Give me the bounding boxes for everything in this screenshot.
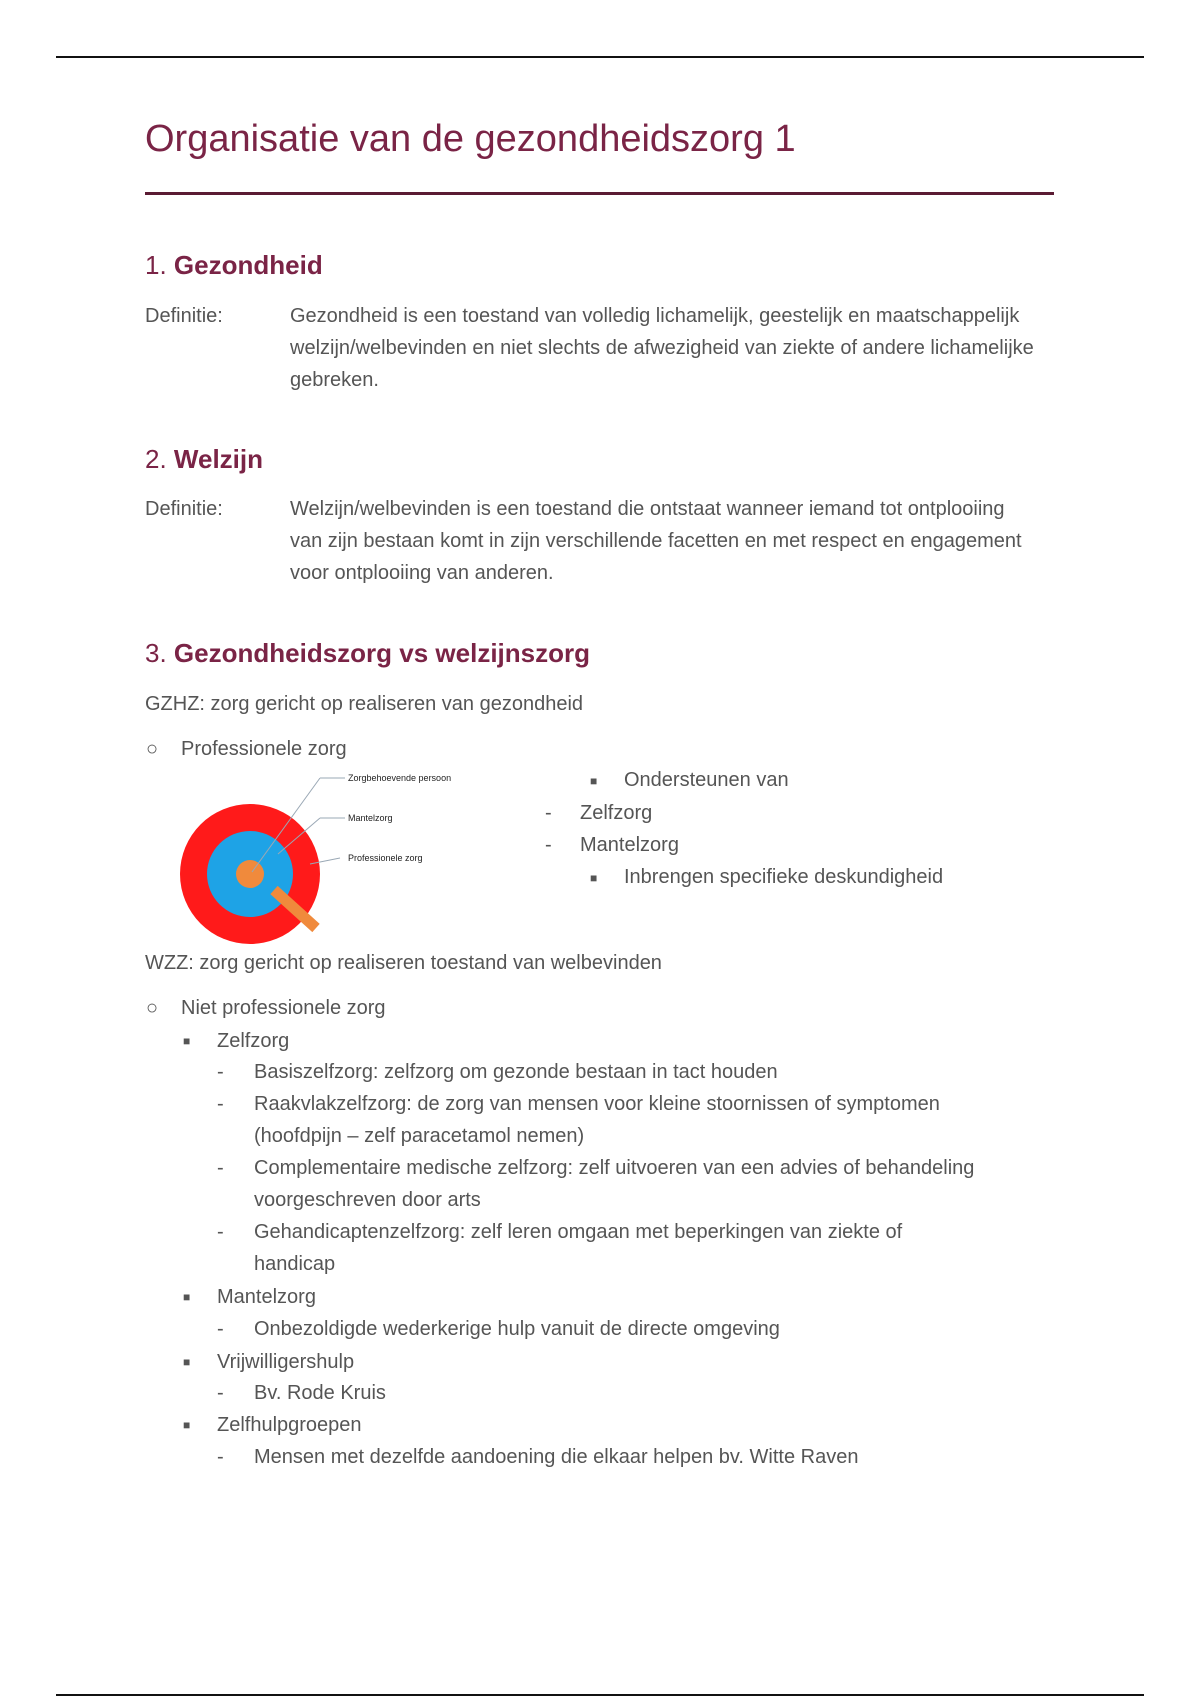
mantelzorg-sub-item: Onbezoldigde wederkerige hulp vanuit de directe omgeving [254, 1318, 780, 1340]
niet-professionele-zorg-item: Niet professionele zorg [181, 997, 386, 1019]
zelfzorg-item: Zelfzorg [217, 1030, 290, 1052]
zelfzorg-sub-item: Complementaire medische zelfzorg: zelf uitvoeren van een advies of behandeling [254, 1157, 975, 1179]
section-1-number: 1. [145, 250, 167, 280]
zelfzorg-sub-item: Gehandicaptenzelfzorg: zelf leren omgaan met beperkingen van ziekte of [254, 1221, 903, 1243]
document-title: Organisatie van de gezondheidszorg 1 [145, 118, 796, 160]
section-1-title: Gezondheid [173, 250, 323, 280]
section-2-title: Welzijn [173, 444, 264, 474]
diagram-label-zorgbehoevende: Zorgbehoevende persoon [348, 773, 452, 783]
zelfzorg-sub-item-continued: voorgeschreven door arts [254, 1189, 481, 1211]
section-2-def-text: Welzijn/welbevinden is een toestand die ontstaat wanneer iemand tot ontplooiing van zijn bestaan komt in zijn verschillende facetten en met respect en engagement voor ontplooiing van anderen. [290, 498, 1022, 584]
square-bullet-icon: ■ [590, 871, 598, 885]
circle-bullet-icon: ○ [146, 738, 159, 760]
square-bullet-icon: ■ [183, 1418, 191, 1432]
dash-bullet-icon: - [217, 1446, 224, 1468]
zelfzorg-sub-item-continued: handicap [254, 1253, 336, 1275]
ondersteunen-item: Ondersteunen van [624, 769, 789, 791]
square-bullet-icon: ■ [590, 774, 598, 788]
square-bullet-icon: ■ [183, 1034, 191, 1048]
page-bottom-rule [56, 1694, 1144, 1696]
inbrengen-item: Inbrengen specifieke deskundigheid [624, 866, 944, 888]
square-bullet-icon: ■ [183, 1290, 191, 1304]
zelfzorg-sub-item-continued: (hoofdpijn – zelf paracetamol nemen) [254, 1125, 585, 1147]
dash-bullet-icon: - [545, 834, 552, 856]
section-2-number: 2. [145, 444, 167, 474]
section-1-def-text: Gezondheid is een toestand van volledig lichamelijk, geestelijk en maatschappelijk welzijn/welbevinden en niet slechts de afwezigheid van ziekte of andere lichamelijke gebreken. [290, 305, 1034, 391]
gzhz-text: GZHZ: zorg gericht op realiseren van gezondheid [145, 693, 584, 715]
zelfhulpgroepen-item: Zelfhulpgroepen [217, 1414, 362, 1436]
title-underline [145, 192, 1054, 195]
section-1-heading [145, 250, 323, 281]
vrijwilligershulp-sub-item: Bv. Rode Kruis [254, 1382, 386, 1404]
dash-bullet-icon: - [217, 1061, 224, 1083]
diagram-label-professionele: Professionele zorg [348, 853, 423, 863]
vrijwilligershulp-item: Vrijwilligershulp [217, 1351, 355, 1373]
zorg-target-diagram [170, 764, 490, 944]
dash-bullet-icon: - [545, 802, 552, 824]
zelfhulpgroepen-sub-item: Mensen met dezelfde aandoening die elkaar helpen bv. Witte Raven [254, 1446, 859, 1468]
zelfzorg-sub-item: Raakvlakzelfzorg: de zorg van mensen voor kleine stoornissen of symptomen [254, 1093, 940, 1115]
dash-bullet-icon: - [217, 1382, 224, 1404]
circle-bullet-icon: ○ [146, 997, 159, 1019]
zelfzorg-sub-item: Basiszelfzorg: zelfzorg om gezonde bestaan in tact houden [254, 1061, 778, 1083]
wzz-text: WZZ: zorg gericht op realiseren toestand van welbevinden [145, 952, 662, 974]
dash-bullet-icon: - [217, 1157, 224, 1179]
mantelzorg-item: Mantelzorg [217, 1286, 316, 1308]
right-zelfzorg-item: Zelfzorg [580, 802, 653, 824]
section-1-def-label: Definitie: [145, 305, 223, 327]
dash-bullet-icon: - [217, 1093, 224, 1115]
section-3-title: Gezondheidszorg vs welzijnszorg [173, 638, 590, 668]
section-2-heading [145, 444, 263, 475]
dash-bullet-icon: - [217, 1318, 224, 1340]
square-bullet-icon: ■ [183, 1355, 191, 1369]
right-mantelzorg-item: Mantelzorg [580, 834, 679, 856]
dash-bullet-icon: - [217, 1221, 224, 1243]
section-2-def-label: Definitie: [145, 498, 223, 520]
professionele-zorg-item: Professionele zorg [181, 738, 347, 760]
section-3-number: 3. [145, 638, 167, 668]
target-center [236, 860, 264, 888]
diagram-label-mantelzorg: Mantelzorg [348, 813, 393, 823]
section-3-heading [145, 638, 590, 669]
page-top-rule [56, 56, 1144, 58]
